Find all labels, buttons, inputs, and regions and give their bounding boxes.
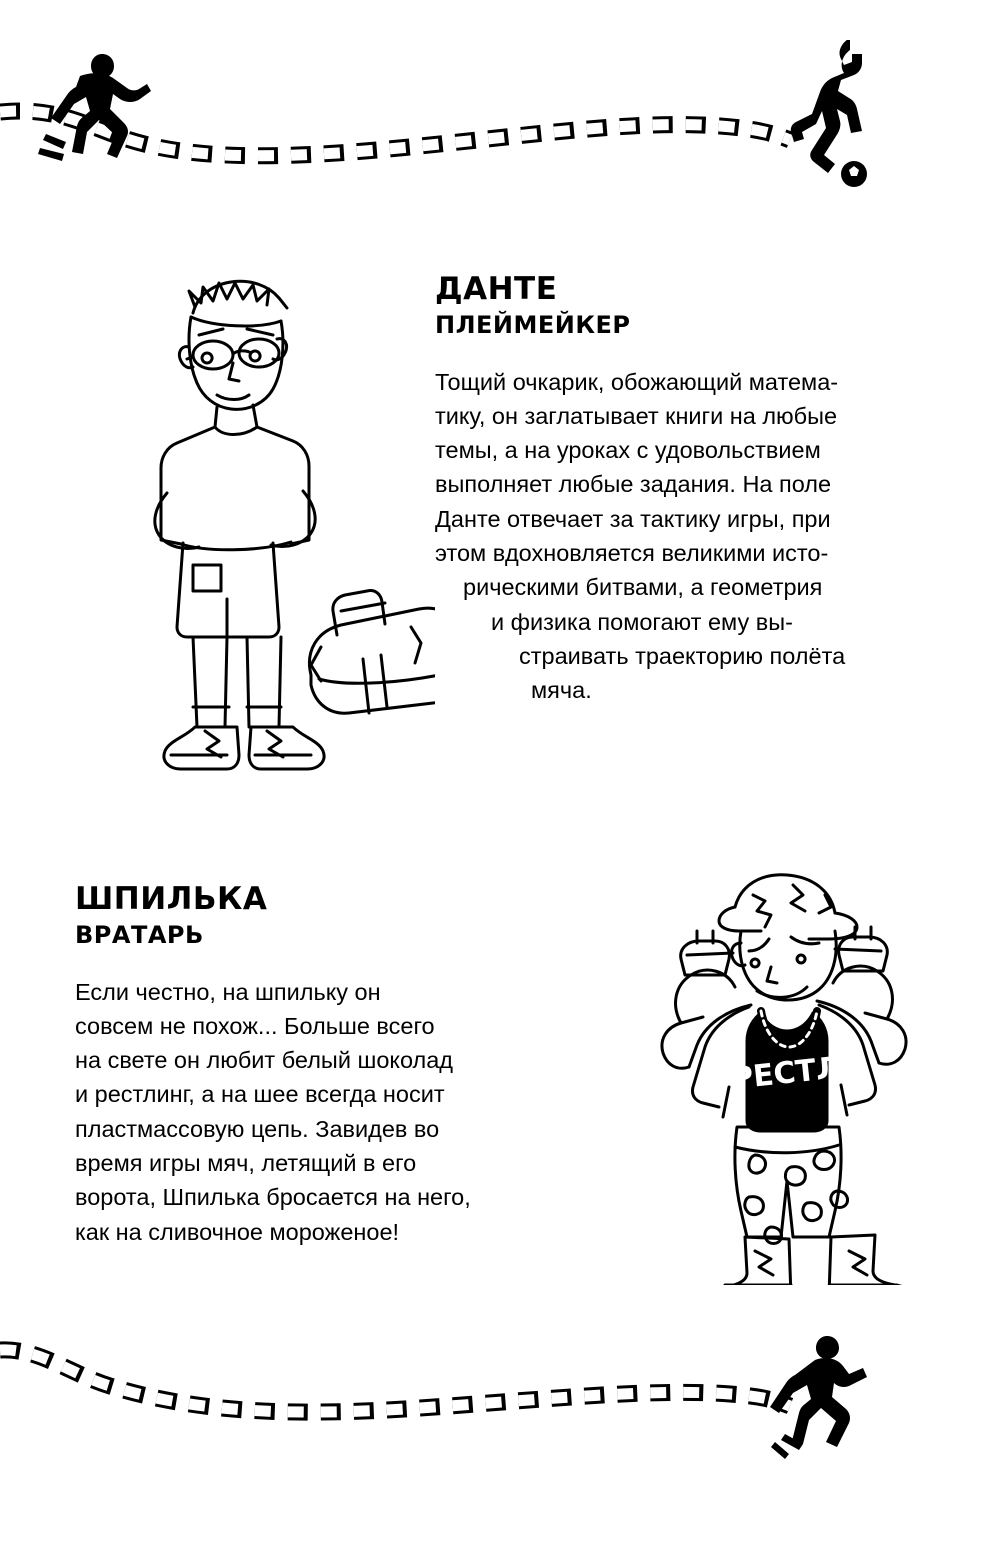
character-role-shpilka: ВРАТАРЬ bbox=[75, 920, 204, 949]
character-text-dante bbox=[435, 255, 935, 708]
desc-line: совсем не похож... Больше всего bbox=[75, 1012, 435, 1039]
boy-with-glasses-and-sports-bag-illustration bbox=[75, 255, 435, 815]
dashed-footprint-track-bottom bbox=[0, 1330, 1000, 1490]
desc-line: время игры мяч, летящий в его bbox=[75, 1150, 417, 1177]
muscular-boy-in-cap-with-chain-illustration bbox=[585, 855, 985, 1285]
desc-line: этом вдохновляется великими исто- bbox=[435, 540, 829, 567]
player-kicking-ball-silhouette-icon bbox=[791, 40, 867, 187]
running-player-silhouette-icon bbox=[38, 54, 151, 161]
desc-line: пластмассовую цепь. Завидев во bbox=[75, 1115, 440, 1142]
dashed-footprint-track-top bbox=[0, 40, 1000, 200]
desc-line: ворота, Шпилька бросается на него, bbox=[75, 1184, 471, 1211]
celebrating-player-silhouette-icon bbox=[770, 1336, 867, 1459]
desc-line: и физика помогают ему вы- bbox=[491, 608, 793, 635]
shirt-text: РЕСТЛ bbox=[729, 1050, 843, 1097]
desc-line: Тощий очкарик, обожающий матема- bbox=[435, 368, 839, 395]
desc-line: выполняет любые задания. На поле bbox=[435, 471, 832, 498]
desc-line: Данте отвечает за тактику игры, при bbox=[435, 505, 831, 532]
character-block-shpilka bbox=[75, 855, 935, 1285]
desc-line: Если честно, на шпильку он bbox=[75, 978, 381, 1005]
character-description-shpilka bbox=[75, 975, 565, 1249]
character-name-dante: ДАНТЕ bbox=[435, 271, 558, 307]
desc-line: как на сливочное мороженое! bbox=[75, 1218, 400, 1245]
desc-line: тику, он заглатывает книги на любые bbox=[435, 402, 838, 429]
character-role-dante: ПЛЕЙМЕЙКЕР bbox=[435, 310, 631, 339]
character-block-dante bbox=[75, 255, 935, 815]
character-description-dante bbox=[435, 365, 935, 708]
desc-line: рическими битвами, а геометрия bbox=[463, 574, 823, 601]
desc-line: на свете он любит белый шоколад bbox=[75, 1047, 453, 1074]
desc-line: мяча. bbox=[531, 677, 592, 704]
character-name-shpilka: ШПИЛЬКА bbox=[75, 881, 268, 917]
desc-line: страивать траекторию полёта bbox=[519, 642, 846, 669]
desc-line: темы, а на уроках с удовольствием bbox=[435, 437, 821, 464]
desc-line: и рестлинг, а на шее всегда носит bbox=[75, 1081, 445, 1108]
character-text-shpilka bbox=[75, 855, 565, 1249]
